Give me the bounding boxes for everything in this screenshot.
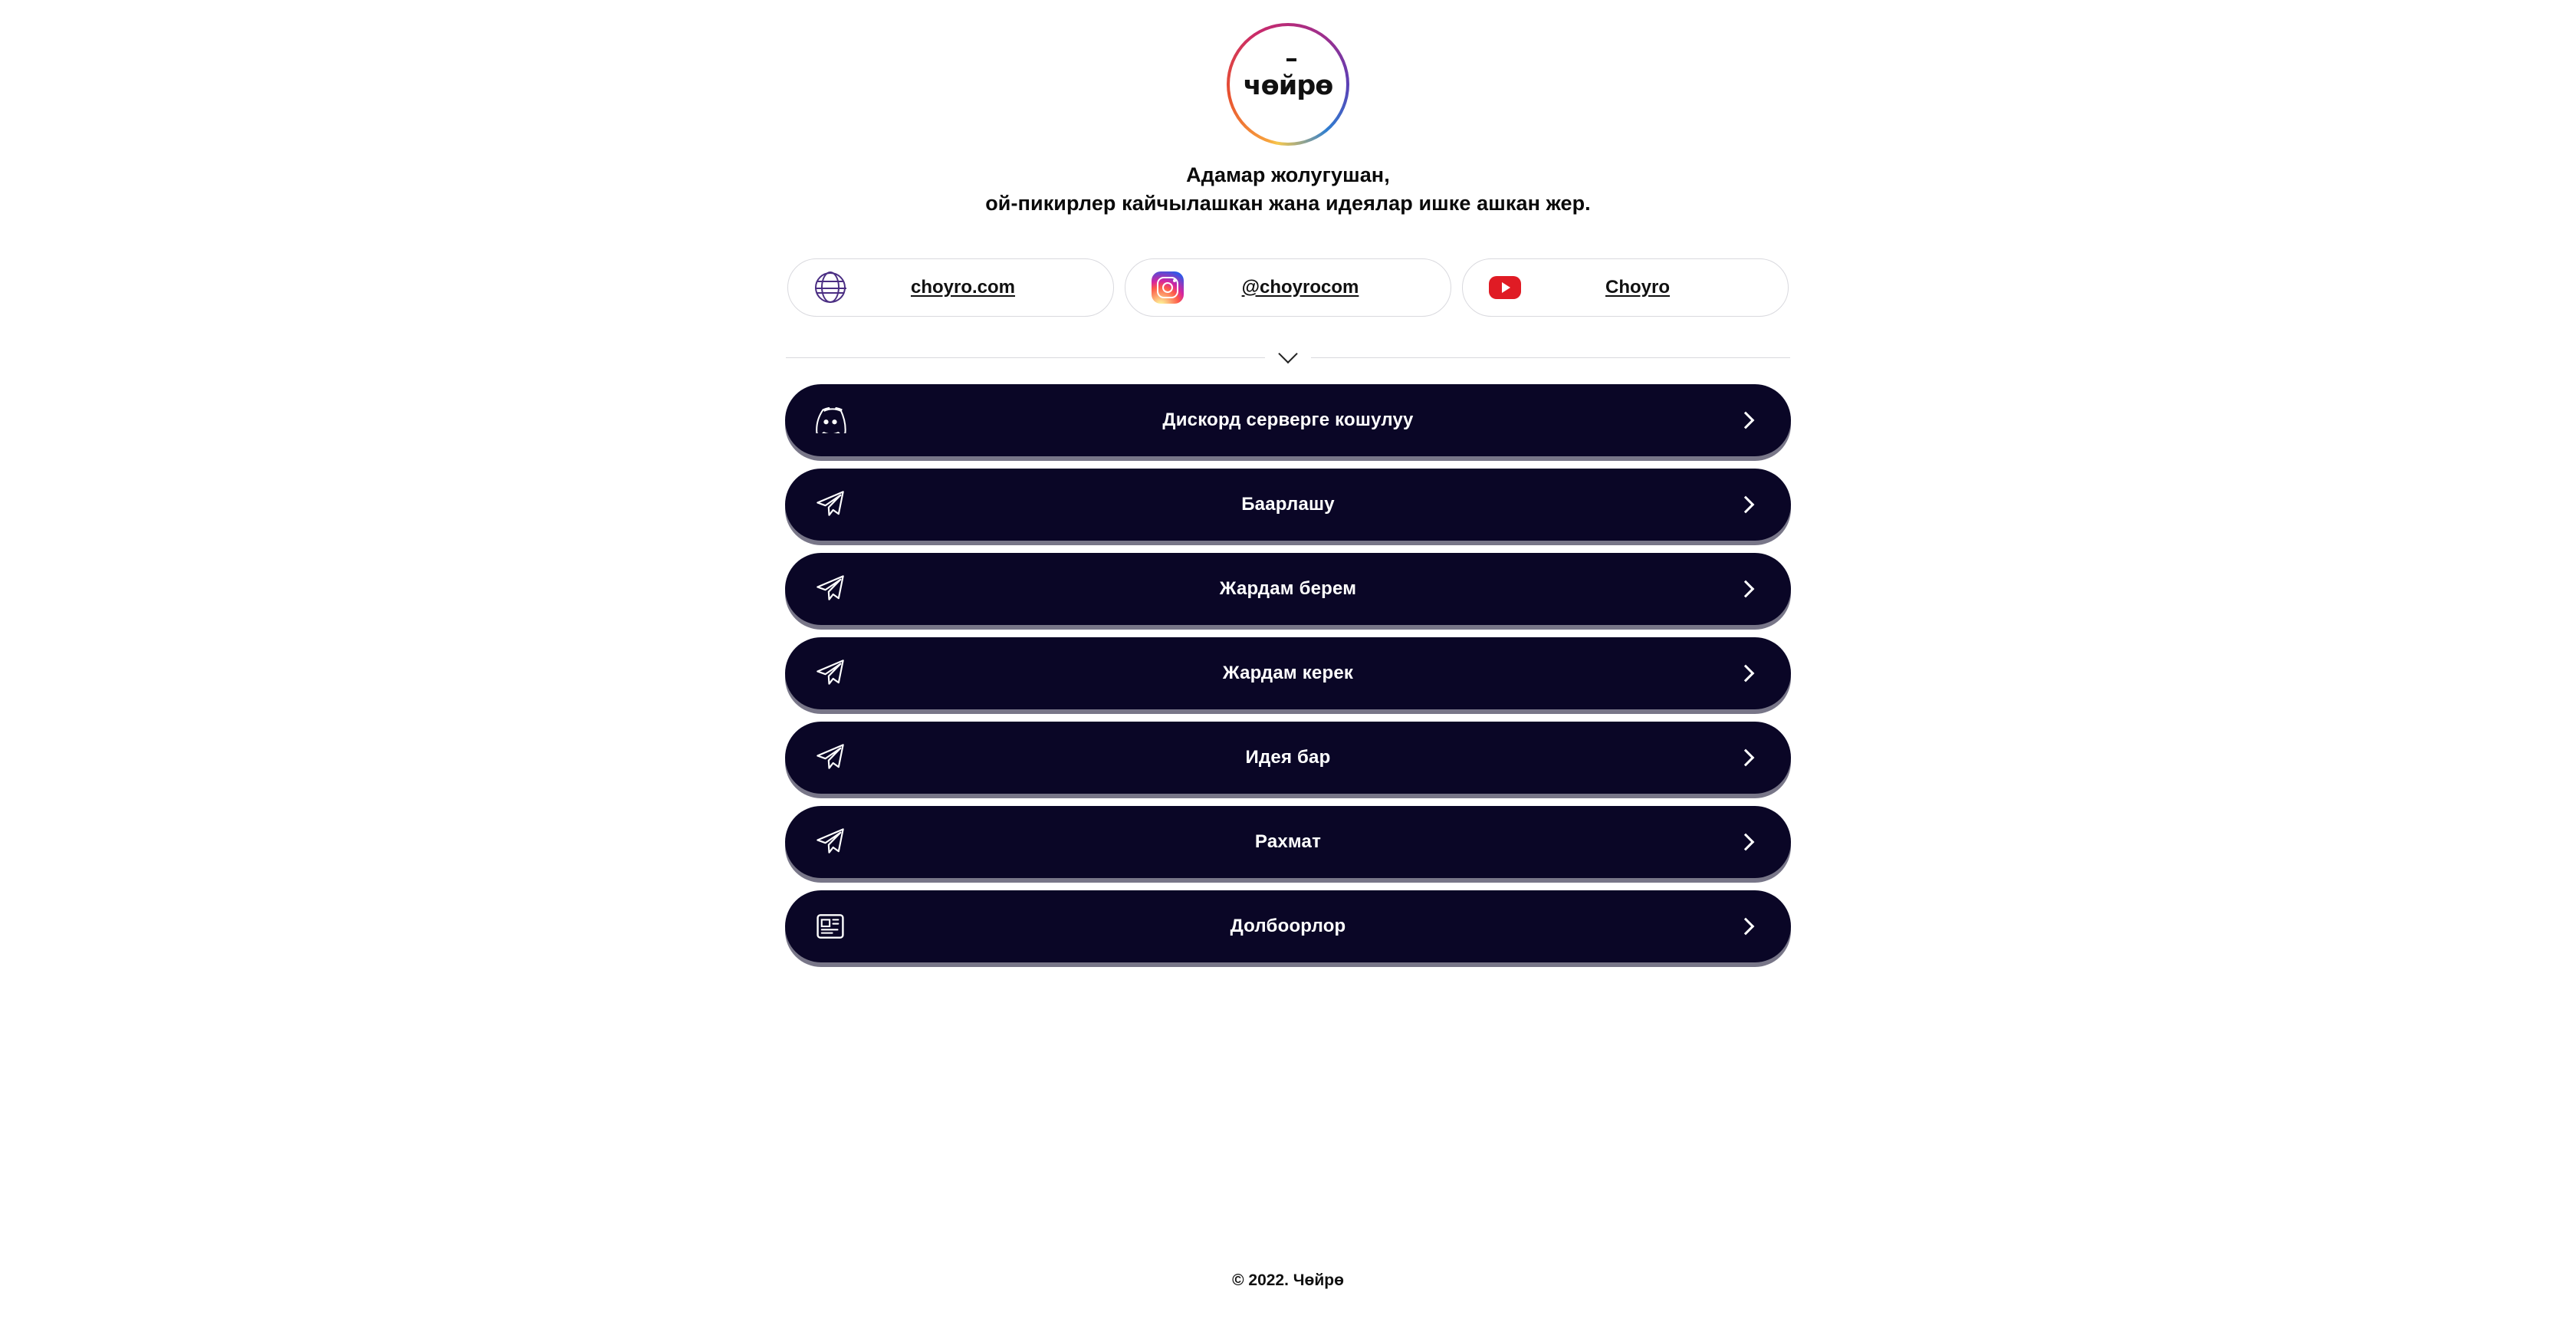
discord-icon: [811, 401, 849, 439]
chevron-right-icon: [1727, 752, 1765, 764]
link-item-need-help-label: Жардам керек: [1222, 662, 1354, 683]
tagline-line-2: ой-пикирлер кайчылашкан жана идеялар ишке ашкан жер.: [985, 192, 1591, 215]
telegram-icon: [811, 823, 849, 861]
link-list: [785, 384, 1791, 962]
chevron-down-icon[interactable]: [1265, 346, 1311, 367]
chevron-right-icon: [1727, 920, 1765, 933]
social-link-instagram-label: @choyrocom: [1241, 276, 1359, 298]
chevron-right-icon: [1727, 836, 1765, 848]
section-divider: [786, 349, 1790, 367]
link-item-chat[interactable]: [785, 469, 1791, 541]
tagline-line-1: Адамар жолугушан,: [1186, 163, 1390, 186]
telegram-icon: [811, 654, 849, 692]
instagram-icon: [1152, 271, 1184, 304]
chevron-right-icon: [1727, 414, 1765, 426]
link-item-projects[interactable]: [785, 890, 1791, 962]
link-item-discord-label: Дискорд серверге кошулуу: [1162, 409, 1414, 430]
logo-wordmark: чөйрө: [1243, 70, 1333, 101]
chevron-right-icon: [1727, 498, 1765, 511]
youtube-icon: [1489, 271, 1521, 304]
chevron-right-icon: [1727, 583, 1765, 595]
footer-copyright: © 2022. Чөйрө: [1232, 1271, 1344, 1289]
link-item-offer-help[interactable]: [785, 553, 1791, 625]
social-link-instagram[interactable]: [1125, 258, 1451, 317]
telegram-icon: [811, 738, 849, 777]
social-links-row: [787, 258, 1789, 317]
logo-gradient-ring: [1227, 23, 1349, 146]
telegram-icon: [811, 485, 849, 524]
link-item-have-idea[interactable]: [785, 722, 1791, 794]
chevron-right-icon: [1727, 667, 1765, 679]
link-item-thanks-label: Рахмат: [1254, 831, 1322, 852]
brand-logo: [1227, 23, 1349, 146]
link-item-discord[interactable]: [785, 384, 1791, 456]
social-link-youtube[interactable]: [1462, 258, 1789, 317]
telegram-icon: [811, 570, 849, 608]
link-item-projects-label: Долбоорлор: [1230, 915, 1346, 936]
page-tagline: [985, 161, 1591, 219]
link-item-have-idea-label: Идея бар: [1245, 746, 1331, 768]
social-link-youtube-label: Choyro: [1605, 276, 1670, 298]
logo-inner-circle: [1230, 26, 1346, 143]
logo-accent-bar: [1286, 58, 1296, 61]
social-link-website[interactable]: [787, 258, 1114, 317]
projects-icon: [811, 907, 849, 946]
social-link-website-label: choyro.com: [910, 276, 1016, 298]
link-item-chat-label: Баарлашу: [1241, 493, 1335, 515]
link-item-thanks[interactable]: [785, 806, 1791, 878]
link-item-offer-help-label: Жардам берем: [1219, 577, 1357, 599]
link-item-need-help[interactable]: [785, 637, 1791, 709]
